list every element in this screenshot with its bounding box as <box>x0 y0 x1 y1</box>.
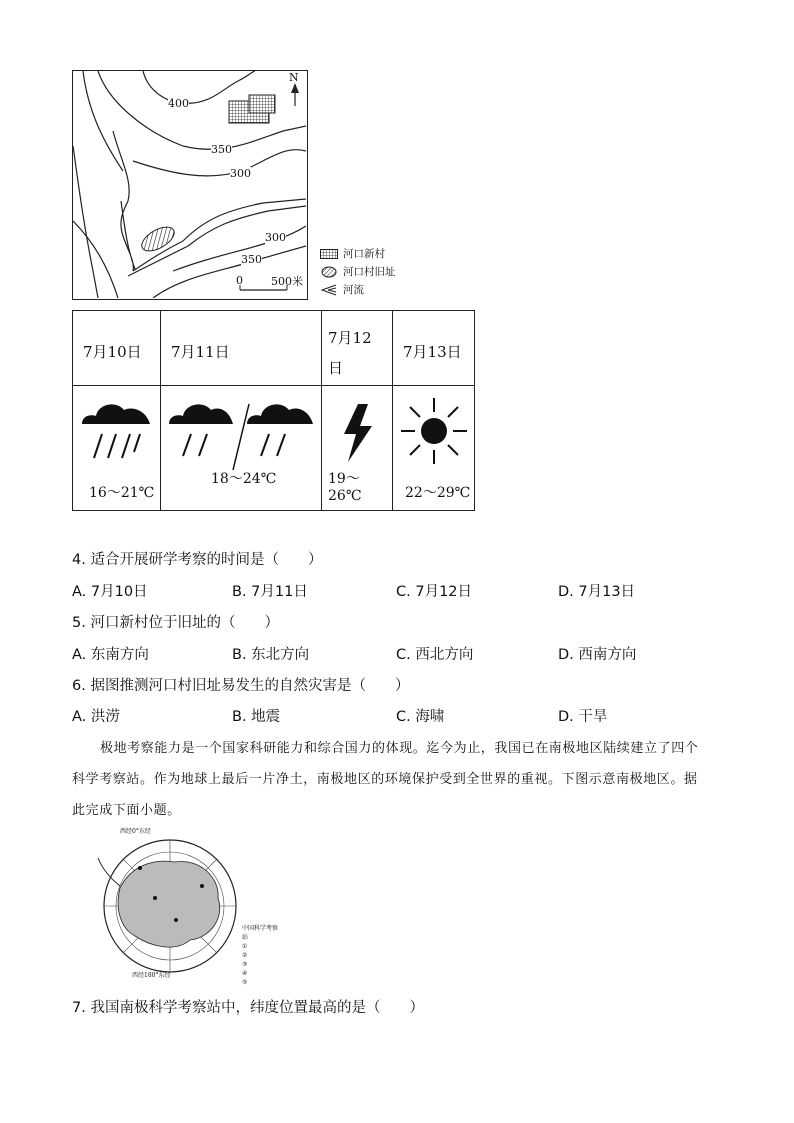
question-7-stem: 7. 我国南极科学考察站中，纬度位置最高的是（ ） <box>72 1000 424 1016</box>
contour-map <box>72 70 308 300</box>
contour-label-350: 350 <box>211 143 232 156</box>
new-village-block <box>229 95 275 123</box>
north-arrow-icon <box>291 83 299 106</box>
date-cell: 7月13日 <box>393 311 475 386</box>
antarctic-bottom-label: 西经180°东经 <box>132 972 171 979</box>
question-6-stem: 6. 据图推测河口村旧址易发生的自然灾害是（ ） <box>72 678 410 694</box>
q4-option-d[interactable]: D. 7月13日 <box>558 584 636 600</box>
contour-label-400: 400 <box>168 97 189 110</box>
weather-cell <box>73 386 161 511</box>
q5-option-a[interactable]: A. 东南方向 <box>72 647 149 663</box>
map-legend <box>320 245 396 299</box>
weather-table <box>72 310 475 511</box>
temp-range: 19～26℃ <box>328 471 362 504</box>
weather-cell <box>322 386 393 511</box>
passage-line-2: 科学考察站。作为地球上最后一片净土，南极地区的环境保护受到全世界的重视。下图示意南极地区。据 <box>72 772 698 787</box>
legend-river: 河流 <box>320 281 396 299</box>
question-4-stem: 4. 适合开展研学考察的时间是（ ） <box>72 552 323 568</box>
temp-range: 22～29℃ <box>405 485 471 501</box>
lightning-icon <box>340 404 376 464</box>
temp-range: 18～24℃ <box>211 471 277 487</box>
antarctic-map <box>80 828 280 986</box>
legend-new-village: 河口新村 <box>320 245 396 263</box>
river-icon <box>320 284 338 296</box>
weather-cell <box>393 386 475 511</box>
legend-old-site: 河口村旧址 <box>320 263 396 281</box>
q4-option-b[interactable]: B. 7月11日 <box>232 584 308 600</box>
contour-label-350-lower: 350 <box>241 253 262 266</box>
old-site-block <box>138 222 178 256</box>
antarctic-legend: 中国科学考察站 ① ② ③ ④ ⑤ <box>242 925 279 986</box>
contour-label-300: 300 <box>230 167 251 180</box>
antarctic-top-label: 西经0°东经 <box>120 828 151 835</box>
weather-cell <box>161 386 322 511</box>
q4-option-a[interactable]: A. 7月10日 <box>72 584 148 600</box>
hatch-icon <box>320 266 338 278</box>
date-cell: 7月11日 <box>161 311 322 386</box>
date-cell: 7月10日 <box>73 311 161 386</box>
temp-range: 16～21℃ <box>89 485 155 501</box>
north-label: N <box>289 71 299 84</box>
contour-lines <box>73 71 306 298</box>
q5-option-b[interactable]: B. 东北方向 <box>232 647 310 663</box>
question-5-stem: 5. 河口新村位于旧址的（ ） <box>72 615 279 631</box>
q4-option-c[interactable]: C. 7月12日 <box>396 584 473 600</box>
q5-option-c[interactable]: C. 西北方向 <box>396 647 474 663</box>
q5-option-d[interactable]: D. 西南方向 <box>558 647 637 663</box>
passage-line-3: 此完成下面小题。 <box>72 803 181 818</box>
q6-option-d[interactable]: D. 干旱 <box>558 709 608 725</box>
grid-icon <box>320 249 338 259</box>
scale-label: 500米 <box>271 275 303 288</box>
q6-option-a[interactable]: A. 洪涝 <box>72 709 120 725</box>
rain-icon <box>80 396 154 466</box>
q6-option-c[interactable]: C. 海啸 <box>396 709 445 725</box>
passage-line-1: 极地考察能力是一个国家科研能力和综合国力的体现。迄今为止，我国已在南极地区陆续建立了四个 <box>100 741 699 756</box>
rain-to-rain-icon <box>167 396 317 472</box>
date-cell: 7月12 日 <box>322 311 393 386</box>
q6-option-b[interactable]: B. 地震 <box>232 709 281 725</box>
contour-label-300-lower: 300 <box>265 231 286 244</box>
scale-zero: 0 <box>236 274 243 287</box>
sun-icon <box>399 396 469 466</box>
